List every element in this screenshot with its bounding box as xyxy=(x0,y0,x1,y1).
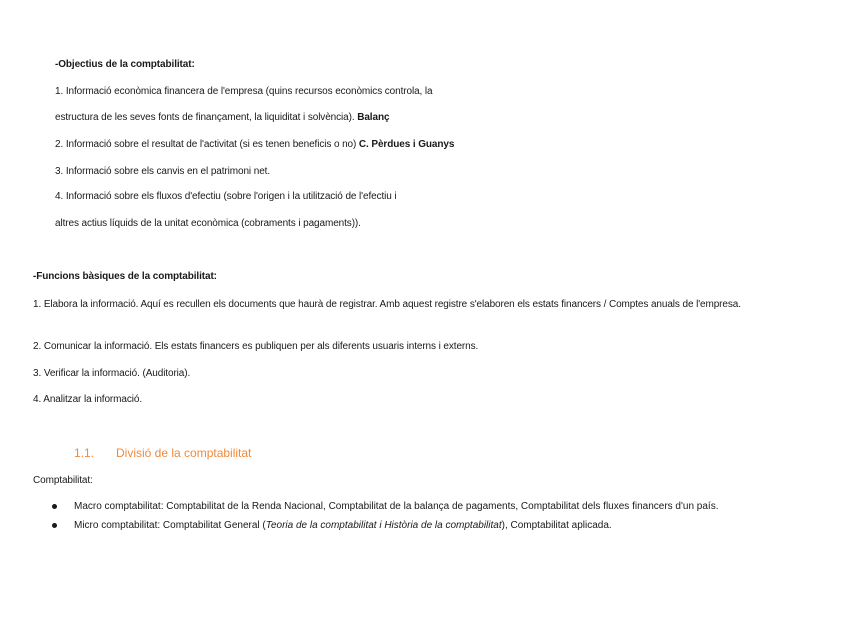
objectives-heading: -Objectius de la comptabilitat: xyxy=(55,59,195,70)
objectives-item-3: 3. Informació sobre els canvis en el patrimoni net. xyxy=(55,166,271,177)
section-number: 1.1. xyxy=(74,446,95,460)
functions-item-2: 2. Comunicar la informació. Els estats financers es publiquen per als diferents usuaris interns i externs. xyxy=(33,341,479,352)
micro-accounting-text-italic: Teoria de la comptabilitat i Història de la comptabilitat xyxy=(265,520,502,531)
functions-item-4: 4. Analitzar la informació. xyxy=(33,394,143,405)
objectives-item-2-text: 2. Informació sobre el resultat de l'activitat (si es tenen beneficis o no) xyxy=(55,139,359,150)
functions-item-3: 3. Verificar la informació. (Auditoria). xyxy=(33,368,191,379)
section-heading xyxy=(74,446,251,460)
section-title: Divisió de la comptabilitat xyxy=(116,446,252,460)
objectives-item-4-line-2: altres actius líquids de la unitat econòmica (cobraments i pagaments)). xyxy=(55,218,361,229)
division-bullet-list xyxy=(52,499,802,537)
objectives-item-1-line-2-text: estructura de les seves fonts de finançament, la liquiditat i solvència). xyxy=(55,112,358,123)
list-item xyxy=(52,518,802,533)
functions-item-1: 1. Elabora la informació. Aquí es recullen els documents que haurà de registrar. Amb aquest registre s'elaboren els estats financers / Comptes anuals de l'empresa. xyxy=(33,299,741,310)
micro-accounting-text-before: Micro comptabilitat: Comptabilitat General ( xyxy=(74,520,266,531)
macro-accounting-text: Macro comptabilitat: Comptabilitat de la Renda Nacional, Comptabilitat de la balança de pagaments, Comptabilitat dels fluxes financers d'un país. xyxy=(74,501,719,512)
objectives-item-4-line-1: 4. Informació sobre els fluxos d'efectiu (sobre l'origen i la utilització de l'efectiu i xyxy=(55,191,397,202)
objectives-item-1-line-1: 1. Informació econòmica financera de l'empresa (quins recursos econòmics controla, la xyxy=(55,86,433,97)
bullet-icon xyxy=(52,523,57,528)
objectives-item-2 xyxy=(55,138,454,151)
objectives-item-2-pnl: C. Pèrdues i Guanys xyxy=(358,139,455,150)
micro-accounting-text-after: ), Comptabilitat aplicada. xyxy=(501,520,612,531)
division-label: Comptabilitat: xyxy=(33,475,93,486)
bullet-icon xyxy=(52,504,57,509)
objectives-item-1-line-2 xyxy=(55,111,389,124)
objectives-item-1-balance: Balanç xyxy=(357,112,390,123)
functions-heading: -Funcions bàsiques de la comptabilitat: xyxy=(33,271,217,282)
list-item xyxy=(52,499,802,514)
